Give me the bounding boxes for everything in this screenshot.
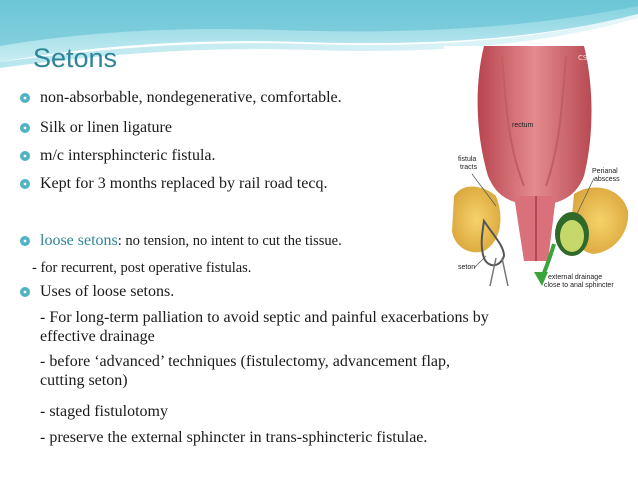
label-abscess: abscess [594,176,620,183]
loose-setons-note: - for recurrent, post operative fistulas. [32,260,252,276]
bullet-icon [20,123,30,133]
label-rectum: rectum [512,122,534,129]
use-item-cont: cutting seton) [40,372,128,389]
bullet-icon [20,287,30,297]
label-fistula: fistula [458,156,477,163]
use-item: - preserve the external sphincter in trans-sphincteric fistulae. [40,429,428,446]
label-seton: seton [458,264,476,271]
loose-setons-term: loose setons [40,232,118,249]
use-item: - For long-term palliation to avoid septic and painful exacerbations by [40,309,489,326]
label-tracts: tracts [460,164,478,171]
bullet-text: m/c intersphincteric fistula. [40,147,216,164]
bullet-text: non-absorbable, nondegenerative, comfortable. [40,89,342,106]
label-drainage: external drainage [548,274,603,281]
seton-illustration [444,46,630,294]
bullet-icon [20,236,30,246]
label-drainage-2: close to anal sphincter [544,282,614,289]
bullet-icon [20,151,30,161]
bullet-text: Kept for 3 months replaced by rail road tecq. [40,175,328,192]
bullet-icon [20,179,30,189]
svg-text:CS: CS [578,54,588,62]
bullet-text: Silk or linen ligature [40,119,172,136]
loose-setons-definition: : no tension, no intent to cut the tissue. [117,233,342,249]
use-item: - staged fistulotomy [40,403,168,420]
uses-label: Uses of loose setons. [40,283,175,300]
slide-title: Setons [33,43,118,73]
bullet-icon [20,93,30,103]
use-item-cont: effective drainage [40,328,155,345]
label-perianal: Perianal [592,168,618,175]
use-item: - before ‘advanced’ techniques (fistulectomy, advancement flap, [40,353,451,370]
